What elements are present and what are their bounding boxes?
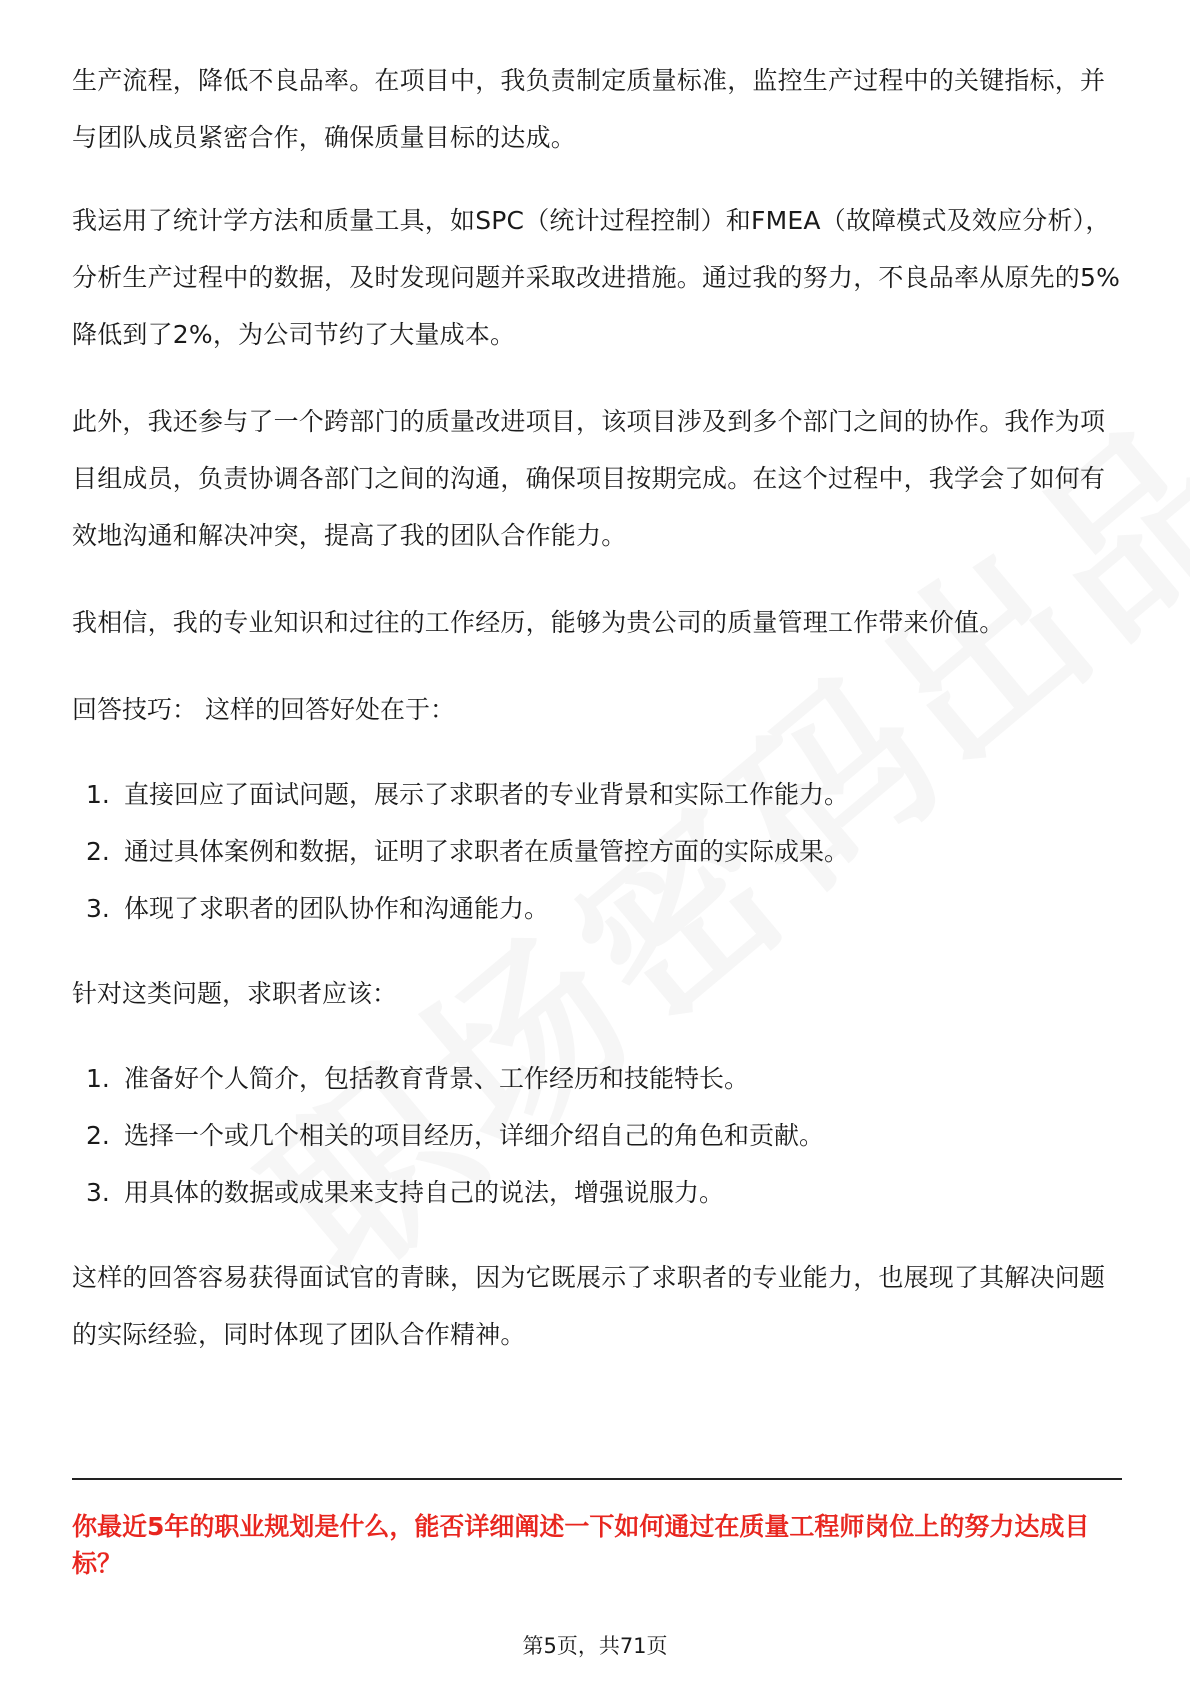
list-text: 准备好个人简介，包括教育背景、工作经历和技能特长。 <box>124 1064 750 1093</box>
list-item <box>72 880 1122 937</box>
list-text: 直接回应了面试问题，展示了求职者的专业背景和实际工作能力。 <box>124 780 850 809</box>
page-footer: 第5页，共71页 <box>522 1634 668 1658</box>
list-item <box>72 823 1122 880</box>
advice-list <box>72 1050 1122 1221</box>
conclusion-paragraph: 这样的回答容易获得面试官的青睐，因为它既展示了求职者的专业能力，也展现了其解决问题的实际经验，同时体现了团队合作精神。 <box>72 1263 1106 1349</box>
advice-label: 针对这类问题，求职者应该： <box>72 979 398 1008</box>
list-text: 选择一个或几个相关的项目经历，详细介绍自己的角色和贡献。 <box>124 1121 825 1150</box>
paragraph-1: 生产流程，降低不良品率。在项目中，我负责制定质量标准，监控生产过程中的关键指标，并与团队成员紧密合作，确保质量目标的达成。 <box>72 66 1106 152</box>
list-item <box>72 1107 1122 1164</box>
list-item <box>72 1050 1122 1107</box>
paragraph-4: 我相信，我的专业知识和过往的工作经历，能够为贵公司的质量管理工作带来价值。 <box>72 608 1005 637</box>
list-number: 1. <box>86 780 110 809</box>
paragraph-2: 我运用了统计学方法和质量工具，如SPC（统计过程控制）和FMEA（故障模式及效应分析），分析生产过程中的数据，及时发现问题并采取改进措施。通过我的努力，不良品率从原先的5%降低到了2%，为公司节约了大量成本。 <box>72 206 1121 349</box>
document-body <box>72 52 1122 1393</box>
list-text: 用具体的数据或成果来支持自己的说法，增强说服力。 <box>124 1178 725 1207</box>
tips-list <box>72 766 1122 937</box>
next-question-heading: 你最近5年的职业规划是什么，能否详细阐述一下如何通过在质量工程师岗位上的努力达成目标？ <box>72 1512 1090 1578</box>
list-number: 2. <box>86 1121 110 1150</box>
tips-label: 回答技巧： 这样的回答好处在于： <box>72 695 455 724</box>
list-number: 3. <box>86 1178 110 1207</box>
list-number: 1. <box>86 1064 110 1093</box>
list-text: 体现了求职者的团队协作和沟通能力。 <box>124 894 550 923</box>
section-divider <box>72 1478 1122 1480</box>
list-number: 2. <box>86 837 110 866</box>
list-item <box>72 766 1122 823</box>
list-number: 3. <box>86 894 110 923</box>
list-item <box>72 1164 1122 1221</box>
paragraph-3: 此外，我还参与了一个跨部门的质量改进项目，该项目涉及到多个部门之间的协作。我作为项目组成员，负责协调各部门之间的沟通，确保项目按期完成。在这个过程中，我学会了如何有效地沟通和解决冲突，提高了我的团队合作能力。 <box>72 407 1106 550</box>
list-text: 通过具体案例和数据，证明了求职者在质量管控方面的实际成果。 <box>124 837 850 866</box>
